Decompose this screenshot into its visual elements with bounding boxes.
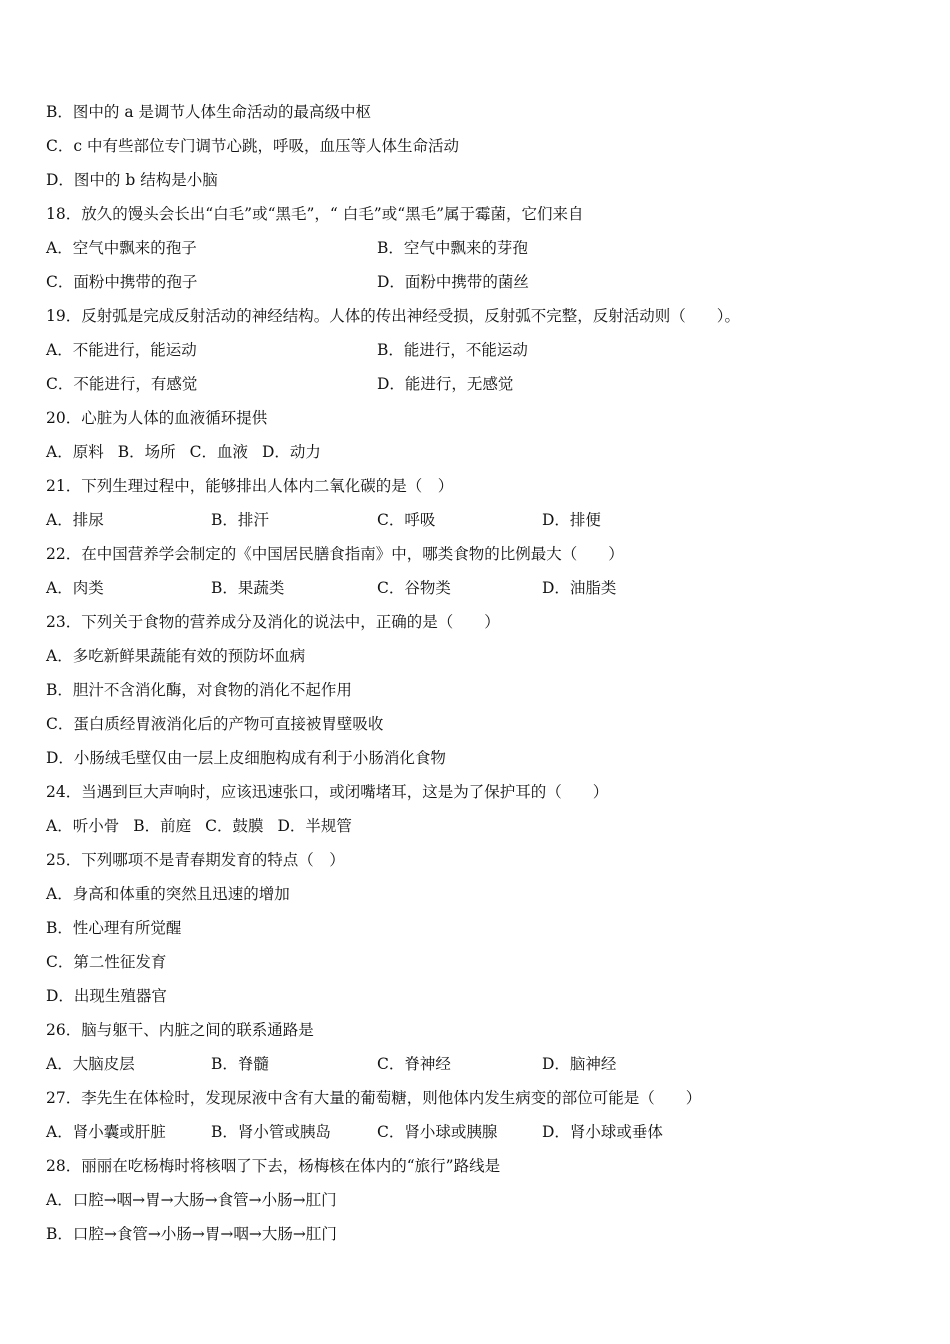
q23-option-d: D．小肠绒毛壁仅由一层上皮细胞构成有利于小肠消化食物 <box>46 749 446 767</box>
q24-option-a: A．听小骨 <box>46 817 120 835</box>
q25-stem: 25．下列哪项不是青春期发育的特点（ ） <box>46 851 345 869</box>
q19-options-row-1 <box>46 333 906 367</box>
q17-option-d: D．图中的 b 结构是小脑 <box>46 171 218 189</box>
q18-options-row-2 <box>46 265 906 299</box>
q27-option-a: A．肾小囊或肝脏 <box>46 1123 166 1141</box>
q24-options-row <box>46 809 906 843</box>
q20-option-d: D．动力 <box>261 443 321 461</box>
q26-option-a: A．大脑皮层 <box>46 1055 135 1073</box>
q18-option-d: D．面粉中携带的菌丝 <box>377 273 529 291</box>
q23-option-a: A．多吃新鲜果蔬能有效的预防坏血病 <box>46 647 306 665</box>
q27-options-row <box>46 1115 906 1149</box>
q21-option-c: C．呼吸 <box>377 511 436 529</box>
q21-options-row <box>46 503 906 537</box>
q22-option-c: C．谷物类 <box>377 579 451 597</box>
q26-stem: 26．脑与躯干、内脏之间的联系通路是 <box>46 1021 314 1039</box>
q22-option-a: A．肉类 <box>46 579 104 597</box>
q21-option-d: D．排便 <box>542 511 601 529</box>
q24-option-c: C．鼓膜 <box>205 817 264 835</box>
q20-options-row <box>46 435 906 469</box>
q22-option-b: B．果蔬类 <box>211 579 285 597</box>
q27-option-d: D．肾小球或垂体 <box>542 1123 663 1141</box>
q25-option-a: A．身高和体重的突然且迅速的增加 <box>46 885 290 903</box>
q18-option-b: B．空气中飘来的芽孢 <box>377 239 528 257</box>
q19-options-row-2 <box>46 367 906 401</box>
q24-stem: 24．当遇到巨大声响时，应该迅速张口，或闭嘴堵耳，这是为了保护耳的（ ） <box>46 783 609 801</box>
q20-option-c: C．血液 <box>189 443 248 461</box>
q26-option-c: C．脊神经 <box>377 1055 451 1073</box>
q28-stem: 28．丽丽在吃杨梅时将核咽了下去，杨梅核在体内的“旅行”路线是 <box>46 1157 501 1175</box>
q25-option-d: D．出现生殖器官 <box>46 987 167 1005</box>
q23-stem: 23．下列关于食物的营养成分及消化的说法中，正确的是（ ） <box>46 613 500 631</box>
q25-option-b: B．性心理有所觉醒 <box>46 919 182 937</box>
q22-stem: 22．在中国营养学会制定的《中国居民膳食指南》中，哪类食物的比例最大（ ） <box>46 545 624 563</box>
q28-option-b: B．口腔→食管→小肠→胃→咽→大肠→肛门 <box>46 1225 337 1243</box>
q27-option-b: B．肾小管或胰岛 <box>211 1123 331 1141</box>
q19-option-d: D．能进行，无感觉 <box>377 375 514 393</box>
q22-options-row <box>46 571 906 605</box>
q20-stem: 20．心脏为人体的血液循环提供 <box>46 409 268 427</box>
q21-option-b: B．排汗 <box>211 511 269 529</box>
q21-stem: 21．下列生理过程中，能够排出人体内二氧化碳的是（ ） <box>46 477 454 495</box>
q26-options-row <box>46 1047 906 1081</box>
q19-option-c: C．不能进行，有感觉 <box>46 375 198 393</box>
q19-stem: 19．反射弧是完成反射活动的神经结构。人体的传出神经受损，反射弧不完整，反射活动则（ ）。 <box>46 307 740 325</box>
q19-option-a: A．不能进行，能运动 <box>46 341 197 359</box>
q18-options-row-1 <box>46 231 906 265</box>
question-page <box>46 95 906 1251</box>
q17-option-c: C．c 中有些部位专门调节心跳，呼吸，血压等人体生命活动 <box>46 137 459 155</box>
q24-option-b: B．前庭 <box>133 817 192 835</box>
q18-option-c: C．面粉中携带的孢子 <box>46 273 198 291</box>
q21-option-a: A．排尿 <box>46 511 104 529</box>
q22-option-d: D．油脂类 <box>542 579 617 597</box>
q17-option-b: B．图中的 a 是调节人体生命活动的最高级中枢 <box>46 103 371 121</box>
q18-stem: 18．放久的馒头会长出“白毛”或“黑毛”，“ 白毛”或“黑毛”属于霉菌，它们来自 <box>46 205 584 223</box>
q26-option-d: D．脑神经 <box>542 1055 617 1073</box>
q27-option-c: C．肾小球或胰腺 <box>377 1123 498 1141</box>
q18-option-a: A．空气中飘来的孢子 <box>46 239 197 257</box>
q25-option-c: C．第二性征发育 <box>46 953 167 971</box>
q20-option-b: B．场所 <box>117 443 176 461</box>
q23-option-c: C．蛋白质经胃液消化后的产物可直接被胃壁吸收 <box>46 715 384 733</box>
q19-option-b: B．能进行，不能运动 <box>377 341 528 359</box>
q23-option-b: B．胆汁不含消化酶，对食物的消化不起作用 <box>46 681 352 699</box>
q20-option-a: A．原料 <box>46 443 104 461</box>
q24-option-d: D．半规管 <box>277 817 352 835</box>
q26-option-b: B．脊髓 <box>211 1055 269 1073</box>
q27-stem: 27．李先生在体检时，发现尿液中含有大量的葡萄糖，则他体内发生病变的部位可能是（ ） <box>46 1089 702 1107</box>
q28-option-a: A．口腔→咽→胃→大肠→食管→小肠→肛门 <box>46 1191 337 1209</box>
